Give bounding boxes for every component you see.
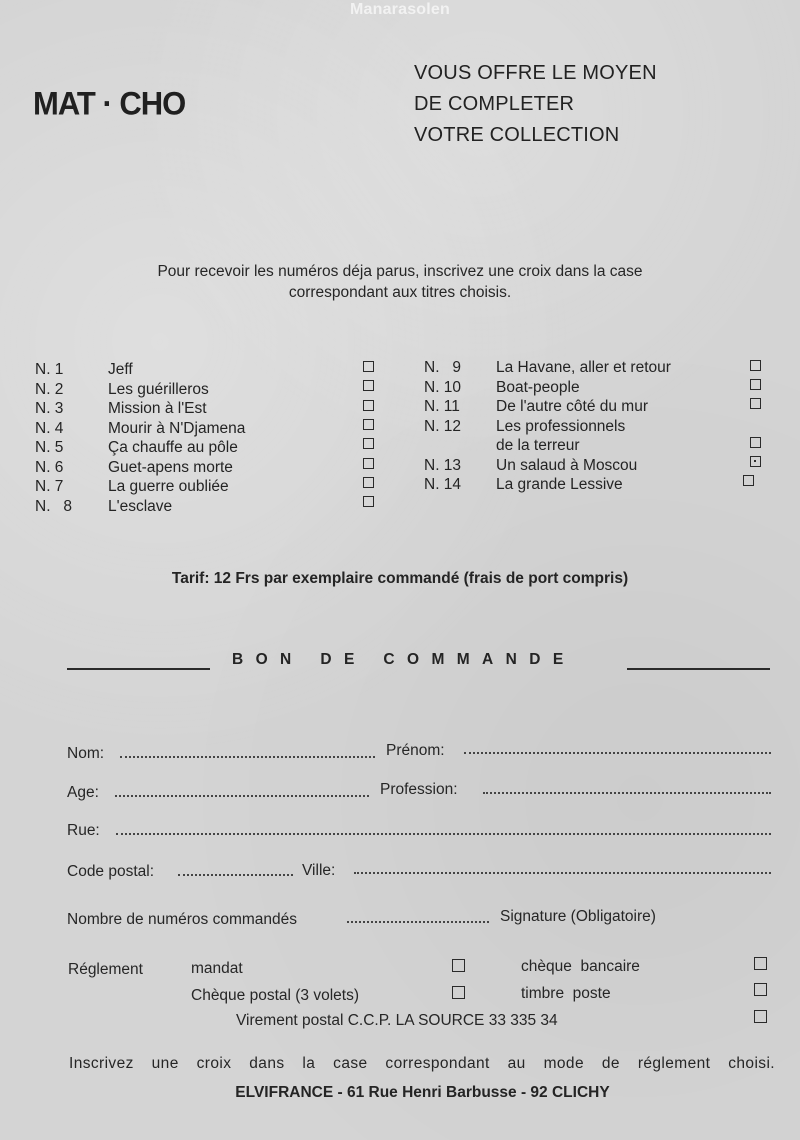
code-postal-input[interactable] [178, 874, 293, 876]
divider-line-right [627, 668, 770, 670]
ville-label: Ville: [302, 862, 336, 879]
issue-number: N. 13 [424, 456, 462, 474]
nombre-input[interactable] [347, 921, 489, 923]
logo: MAT · CHO [33, 85, 186, 122]
payment-checkbox-timbre-poste[interactable] [754, 983, 767, 996]
issue-checkbox[interactable] [363, 477, 374, 488]
issues-left [35, 360, 380, 520]
payment-option-label: mandat [191, 960, 243, 977]
payment-option-label: Chèque postal (3 volets) [191, 987, 360, 1004]
issue-checkbox[interactable] [363, 458, 374, 469]
issue-checkbox[interactable] [363, 400, 374, 411]
issue-number: N. 2 [35, 380, 64, 398]
issue-checkbox[interactable] [743, 475, 754, 486]
issue-number: N. 3 [35, 400, 64, 417]
issue-title: La guerre oubliée [108, 478, 229, 495]
profession-input[interactable] [483, 792, 771, 794]
issue-title: Mission à l'Est [108, 400, 207, 417]
issue-number: N. 9 [424, 359, 462, 376]
issue-title: Guet-apens morte [108, 458, 233, 476]
divider-line-left [67, 668, 210, 670]
issue-number: N. 6 [35, 458, 64, 476]
issue-title: Les professionnels [496, 417, 626, 435]
payment-option-label: chèque bancaire [521, 958, 640, 975]
footer-note: Inscrivez une croix dans la case correspondant au mode de réglement choisi. [69, 1055, 775, 1072]
ville-input[interactable] [354, 872, 771, 874]
watermark: Manarasolen [349, 1, 450, 18]
issue-number: N. 5 [35, 439, 64, 456]
issue-checkbox[interactable] [363, 438, 374, 449]
issue-number: N. 4 [35, 419, 64, 437]
issue-checkbox[interactable] [363, 380, 374, 391]
nom-label: Nom: [67, 745, 105, 762]
issue-number: N. 7 [35, 478, 64, 495]
payment-checkbox-cheque-bancaire[interactable] [754, 957, 767, 970]
prenom-label: Prénom: [386, 742, 445, 759]
tarif-text: Tarif: 12 Frs par exemplaire commandé (frais de port compris) [171, 570, 629, 587]
issue-checkbox[interactable] [363, 496, 374, 507]
issues-right [424, 358, 774, 498]
issue-title: Ça chauffe au pôle [108, 439, 238, 456]
issue-checkbox[interactable] [363, 361, 374, 372]
payment-checkbox-cheque-postal[interactable] [452, 986, 465, 999]
code-postal-label: Code postal: [67, 863, 155, 880]
issue-number: N. 12 [424, 417, 462, 435]
issue-title: Boat-people [496, 378, 580, 396]
profession-label: Profession: [380, 781, 458, 798]
payment-option-label: timbre poste [521, 985, 611, 1002]
prenom-input[interactable] [464, 752, 771, 754]
issue-title: Les guérilleros [108, 380, 209, 398]
intro-line: Pour recevoir les numéros déja parus, inscrivez une croix dans la case [157, 263, 643, 280]
issue-checkbox[interactable] [750, 379, 761, 390]
issue-number: N. 10 [424, 378, 462, 396]
order-form-title: BON DE COMMANDE [232, 651, 576, 668]
nombre-label: Nombre de numéros commandés [67, 911, 298, 928]
tagline [414, 58, 657, 151]
issue-number: N. 14 [424, 476, 462, 493]
issue-checkbox[interactable] [750, 437, 761, 448]
age-label: Age: [67, 784, 99, 801]
issue-title: De l'autre côté du mur [496, 398, 649, 415]
rue-label: Rue: [67, 822, 100, 839]
issue-checkbox[interactable] [750, 360, 761, 371]
age-input[interactable] [115, 795, 369, 797]
issue-title: La Havane, aller et retour [496, 359, 671, 376]
issue-title: Jeff [108, 361, 133, 378]
issue-checkbox[interactable] [750, 398, 761, 409]
issue-number: N. 1 [35, 361, 64, 378]
issue-title: La grande Lessive [496, 476, 623, 493]
issue-title: L'esclave [108, 497, 173, 515]
intro-text [0, 261, 800, 303]
payment-option-label: Virement postal C.C.P. LA SOURCE 33 335 34 [236, 1012, 558, 1029]
issue-title: de la terreur [496, 437, 580, 454]
publisher-address: ELVIFRANCE - 61 Rue Henri Barbusse - 92 CLICHY [235, 1084, 610, 1101]
issue-number: N. 11 [424, 398, 460, 415]
nom-input[interactable] [120, 756, 375, 758]
intro-line: correspondant aux titres choisis. [288, 284, 512, 301]
issue-title: Un salaud à Moscou [496, 456, 638, 474]
payment-checkbox-virement[interactable] [754, 1010, 767, 1023]
signature-label: Signature (Obligatoire) [500, 908, 656, 925]
tagline-line: DE COMPLETER [414, 93, 575, 115]
issue-checkbox[interactable] [363, 419, 374, 430]
tagline-line: VOTRE COLLECTION [414, 124, 620, 146]
payment-checkbox-mandat[interactable] [452, 959, 465, 972]
payment-label: Réglement [68, 961, 143, 978]
issue-checkbox-marked[interactable] [750, 456, 761, 467]
issue-title: Mourir à N'Djamena [108, 419, 246, 437]
tagline-line: VOUS OFFRE LE MOYEN [414, 62, 657, 84]
rue-input[interactable] [116, 833, 771, 835]
issue-number: N. 8 [35, 497, 73, 515]
